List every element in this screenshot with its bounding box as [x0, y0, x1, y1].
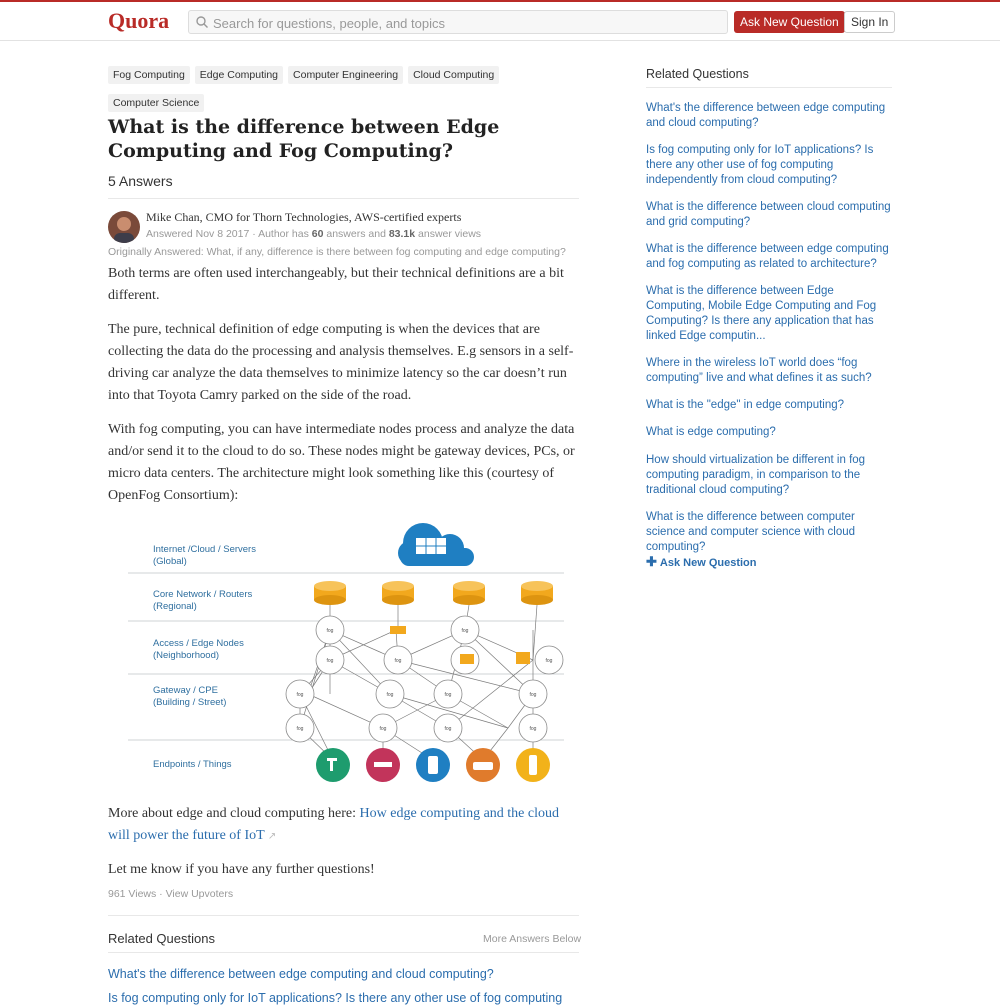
layer-label: Access / Edge Nodes — [153, 638, 244, 649]
topic-tag[interactable]: Edge Computing — [195, 66, 283, 84]
drone-icon — [366, 748, 400, 782]
svg-text:fog: fog — [379, 726, 387, 732]
views-number: 83.1k — [388, 228, 416, 240]
folder-icon — [516, 652, 530, 664]
layer-label: Endpoints / Things — [153, 759, 232, 770]
answer-paragraph: Both terms are often used interchangeably, but their technical definitions are a bit different. — [108, 266, 564, 303]
answered-date: Answered Nov 8 2017 · Author has — [146, 228, 312, 240]
layer-label: Core Network / Routers — [153, 589, 253, 600]
topic-tag[interactable]: Computer Engineering — [288, 66, 403, 84]
svg-text:fog: fog — [444, 692, 452, 698]
svg-text:fog: fog — [296, 692, 304, 698]
topic-tag[interactable]: Computer Science — [108, 94, 204, 112]
meta-mid: answers and — [323, 228, 389, 240]
sign-in-button[interactable]: Sign In — [844, 11, 895, 33]
fog-node — [519, 714, 547, 742]
answers-count: 5 Answers — [108, 173, 173, 189]
answer-paragraph — [108, 803, 580, 848]
svg-text:fog: fog — [461, 628, 469, 634]
author-meta — [146, 228, 481, 240]
router-icon — [521, 581, 553, 605]
svg-text:fog: fog — [386, 692, 394, 698]
sidebar-question-link[interactable]: What is the "edge" in edge computing? — [646, 399, 845, 411]
car-icon — [466, 748, 500, 782]
svg-text:fog: fog — [529, 692, 537, 698]
top-bar — [0, 0, 1000, 41]
search-input[interactable] — [211, 13, 715, 33]
topic-tag[interactable]: Cloud Computing — [408, 66, 499, 84]
author-name[interactable]: Mike Chan, CMO for Thorn Technologies, AWS-certified experts — [146, 210, 462, 224]
fog-node — [519, 680, 547, 708]
plus-icon: ✚ — [646, 554, 657, 569]
answer-paragraph: Let me know if you have any further questions! — [108, 862, 375, 877]
divider — [108, 915, 579, 916]
switch-icon — [390, 626, 406, 634]
fog-node — [384, 646, 412, 674]
sidebar-question-link[interactable]: Is fog computing only for IoT applications? Is there any other use of fog computing independently from cloud computing? — [646, 144, 874, 186]
originally-answered: Originally Answered: What, if any, difference is there between fog computing and edge computing? — [108, 246, 566, 258]
svg-text:fog: fog — [326, 628, 334, 634]
sidebar-ask-question-button[interactable] — [646, 554, 756, 570]
svg-text:fog: fog — [529, 726, 537, 732]
external-link-icon: ↗ — [267, 831, 277, 842]
sidebar-question-link[interactable]: Where in the wireless IoT world does “fog computing” live and what defines it as such? — [646, 357, 872, 384]
search-icon — [195, 15, 209, 29]
fog-node — [434, 680, 462, 708]
layer-label: (Global) — [153, 556, 187, 567]
fog-node — [316, 616, 344, 644]
fog-node — [535, 646, 563, 674]
external-article-link[interactable]: How edge computing and the cloud will power the future of IoT — [108, 806, 559, 843]
sidebar-question-link[interactable]: What is the difference between computer science and computer science with cloud computing? — [646, 511, 856, 553]
layer-label: (Neighborhood) — [153, 650, 220, 661]
sidebar-question-link[interactable]: What is the difference between cloud computing and grid computing? — [646, 201, 891, 228]
phone-icon — [416, 748, 450, 782]
sidebar-question-link[interactable]: What is the difference between Edge Computing, Mobile Edge Computing and Fog Computing? Is there any application that has linked Edge computin... — [646, 285, 877, 342]
topic-tags — [108, 65, 588, 121]
layer-label: Internet /Cloud / Servers — [153, 544, 256, 555]
fog-node — [286, 680, 314, 708]
switch-icon — [460, 654, 474, 664]
ask-new-question-button[interactable]: Ask New Question — [734, 11, 845, 33]
avatar-image — [108, 211, 140, 243]
fog-node — [286, 714, 314, 742]
svg-text:fog: fog — [326, 658, 334, 664]
sidebar-question-link[interactable]: What's the difference between edge computing and cloud computing? — [646, 102, 886, 129]
router-icon — [453, 581, 485, 605]
answer-paragraph: With fog computing, you can have intermediate nodes process and analyze the data and/or send it to the cloud to do so. These nodes might be gateway devices, PCs, or micro data centers. The architecture might look something like this (courtesy of OpenFog Consortium): — [108, 422, 575, 503]
avatar[interactable] — [108, 211, 140, 243]
sidebar-question-link[interactable]: What is edge computing? — [646, 426, 776, 438]
related-questions-heading: Related Questions — [108, 931, 215, 946]
router-icon — [314, 581, 346, 605]
svg-text:fog: fog — [394, 658, 402, 664]
topic-tag[interactable]: Fog Computing — [108, 66, 190, 84]
svg-text:fog: fog — [296, 726, 304, 732]
sidebar-title: Related Questions — [646, 67, 749, 81]
sidebar-ask-label: Ask New Question — [659, 557, 757, 569]
more-answers-below: More Answers Below — [483, 933, 582, 945]
answers-number: 60 — [311, 228, 324, 240]
layer-label: (Regional) — [153, 601, 197, 612]
search-box[interactable] — [188, 10, 728, 34]
more-about-text: More about edge and cloud computing here: — [108, 806, 360, 821]
svg-text:fog: fog — [545, 658, 553, 664]
svg-text:fog: fog — [444, 726, 452, 732]
related-question-link[interactable]: What's the difference between edge computing and cloud computing? — [108, 967, 494, 981]
fog-node — [316, 646, 344, 674]
sidebar-question-link[interactable]: How should virtualization be different in fog computing paradigm, in comparison to the traditional cloud computing? — [646, 454, 866, 496]
related-question-link[interactable]: Is fog computing only for IoT applications? Is there any other use of fog computing — [108, 991, 563, 1005]
divider — [108, 198, 579, 199]
meta-tail: answer views — [415, 228, 482, 240]
fog-architecture-diagram — [128, 518, 578, 786]
divider — [108, 952, 579, 953]
layer-label: Gateway / CPE — [153, 685, 218, 696]
sidebar-question-link[interactable]: What is the difference between edge computing and fog computing as related to architecture? — [646, 243, 889, 270]
divider — [646, 87, 892, 88]
fog-node — [376, 680, 404, 708]
robot-arm-icon — [316, 748, 350, 782]
fog-node — [369, 714, 397, 742]
fog-node — [451, 616, 479, 644]
quora-logo[interactable]: Quora — [108, 8, 170, 33]
router-icon — [382, 581, 414, 605]
fog-node — [434, 714, 462, 742]
answer-stats[interactable]: 961 Views · View Upvoters — [108, 888, 234, 900]
traffic-light-icon — [516, 748, 550, 782]
question-title: What is the difference between Edge Computing and Fog Computing? — [108, 116, 500, 162]
layer-label: (Building / Street) — [153, 697, 227, 708]
answer-paragraph: The pure, technical definition of edge computing is when the devices that are collecting the data do the processing and analysis themselves. E.g sensors in a self-driving car analyze the data themselves to minimize latency so the car doesn’t run into that Toyota Camry parked on the side of the road. — [108, 322, 574, 403]
